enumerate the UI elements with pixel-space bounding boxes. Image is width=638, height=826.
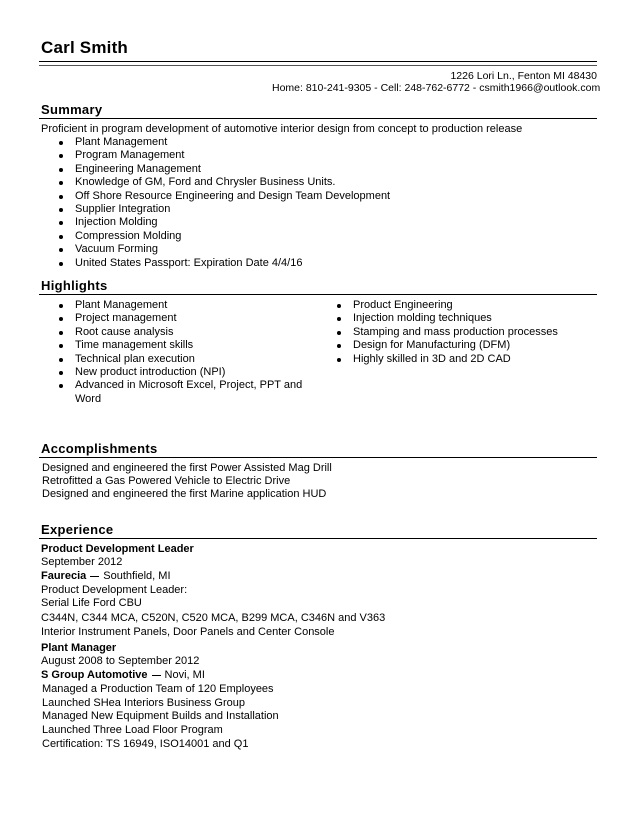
job-detail: C344N, C344 MCA, C520N, C520 MCA, B299 MCA, C346N and V363 xyxy=(41,612,386,624)
list-item: Highly skilled in 3D and 2D CAD xyxy=(337,353,558,366)
job-detail: Product Development Leader: xyxy=(41,584,188,596)
highlights-rule xyxy=(39,294,597,295)
cell-phone: 248-762-6772 - xyxy=(401,82,480,94)
list-item: Injection Molding xyxy=(59,216,390,229)
job-company-line xyxy=(41,570,171,582)
candidate-name: Carl Smith xyxy=(41,38,129,57)
highlights-left-list xyxy=(59,299,302,406)
job-detail: Certification: TS 16949, ISO14001 and Q1 xyxy=(42,738,249,750)
summary-heading: Summary xyxy=(41,102,103,117)
home-phone: Home: 810-241-9305 xyxy=(272,82,372,94)
job-company: S Group Automotive xyxy=(41,669,148,681)
list-item: Engineering Management xyxy=(59,163,390,176)
job-detail: Serial Life Ford CBU xyxy=(41,597,142,609)
address: 1226 Lori Ln., Fenton MI 48430 xyxy=(450,70,597,82)
dash-separator xyxy=(152,675,161,676)
list-item: Vacuum Forming xyxy=(59,243,390,256)
list-item: Supplier Integration xyxy=(59,203,390,216)
accomplishment-line: Designed and engineered the first Marine application HUD xyxy=(42,488,327,500)
header-rule-bottom xyxy=(39,65,597,66)
job-location: Southfield, MI xyxy=(103,570,171,582)
summary-rule xyxy=(39,118,597,119)
list-item: Knowledge of GM, Ford and Chrysler Business Units. xyxy=(59,176,390,189)
list-item: United States Passport: Expiration Date 4/4/16 xyxy=(59,257,390,270)
list-item: Compression Molding xyxy=(59,230,390,243)
list-item: Plant Management xyxy=(59,299,302,312)
accomplishments-heading: Accomplishments xyxy=(41,441,158,456)
email[interactable]: csmith1966@outlook.com xyxy=(479,82,601,94)
list-item: Design for Manufacturing (DFM) xyxy=(337,339,558,352)
highlights-heading: Highlights xyxy=(41,278,108,293)
experience-rule xyxy=(39,538,597,539)
summary-list xyxy=(59,136,390,270)
header-rule-top xyxy=(39,61,597,62)
list-item: Root cause analysis xyxy=(59,326,302,339)
job-date: August 2008 to September 2012 xyxy=(41,655,200,667)
list-item: New product introduction (NPI) xyxy=(59,366,302,379)
job-location: Novi, MI xyxy=(164,669,205,681)
job-detail: Interior Instrument Panels, Door Panels and Center Console xyxy=(41,626,335,638)
highlights-right-list xyxy=(337,299,558,366)
job-detail: Managed New Equipment Builds and Installation xyxy=(42,710,279,722)
list-item: Technical plan execution xyxy=(59,353,302,366)
job-detail: Launched Three Load Floor Program xyxy=(42,724,223,736)
list-item: Injection molding techniques xyxy=(337,312,558,325)
list-item: Stamping and mass production processes xyxy=(337,326,558,339)
accomplishment-line: Retrofitted a Gas Powered Vehicle to Electric Drive xyxy=(42,475,291,487)
job-company-line xyxy=(41,669,205,681)
cell-label: - Cell: xyxy=(371,82,402,94)
job-role: Product Development Leader xyxy=(41,543,194,555)
list-item: Program Management xyxy=(59,149,390,162)
list-item: Advanced in Microsoft Excel, Project, PPT and xyxy=(59,379,302,392)
job-detail: Launched SHea Interiors Business Group xyxy=(42,697,246,709)
experience-heading: Experience xyxy=(41,522,114,537)
summary-intro: Proficient in program development of automotive interior design from concept to production release xyxy=(41,123,523,135)
list-item: Product Engineering xyxy=(337,299,558,312)
list-item: Off Shore Resource Engineering and Design Team Development xyxy=(59,190,390,203)
list-item-continued: Word xyxy=(75,392,102,405)
job-detail: Managed a Production Team of 120 Employees xyxy=(42,683,274,695)
list-item: Project management xyxy=(59,312,302,325)
dash-separator xyxy=(90,576,99,577)
list-item: Plant Management xyxy=(59,136,390,149)
accomplishments-rule xyxy=(39,457,597,458)
contact-line xyxy=(272,82,600,94)
job-role: Plant Manager xyxy=(41,642,117,654)
list-item: Time management skills xyxy=(59,339,302,352)
job-company: Faurecia xyxy=(41,570,87,582)
accomplishment-line: Designed and engineered the first Power Assisted Mag Drill xyxy=(42,462,332,474)
job-date: September 2012 xyxy=(41,556,123,568)
